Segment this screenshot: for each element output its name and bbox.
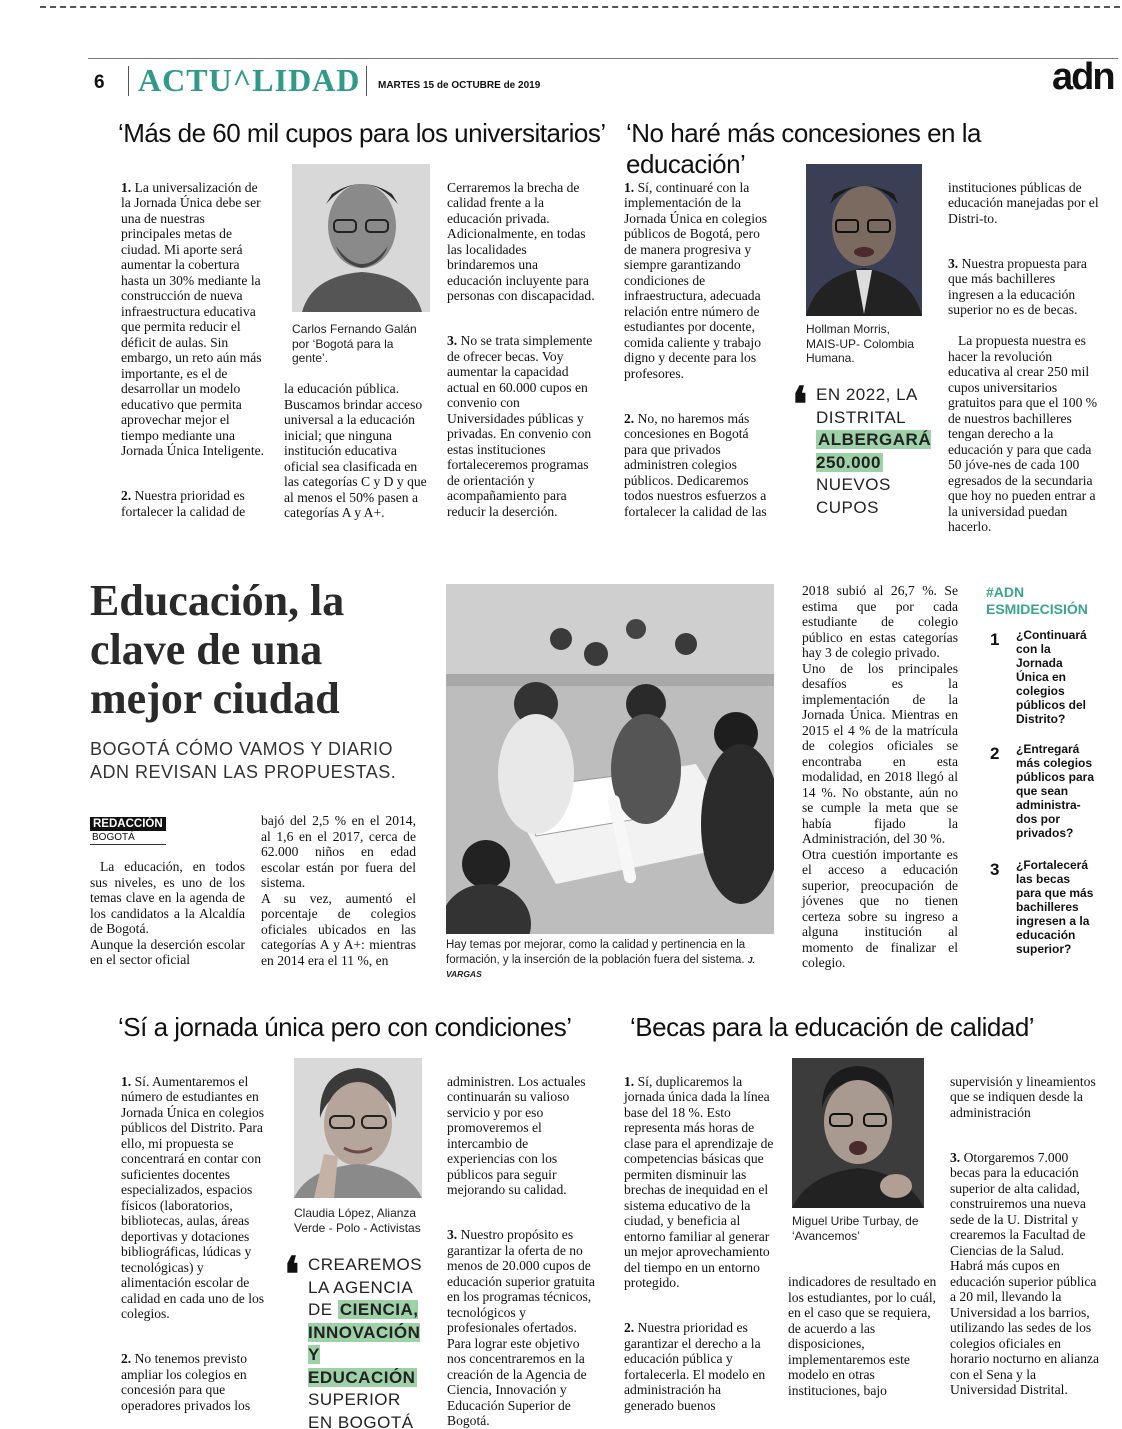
article3-answer2-end: administren. Los actuales continuarán su valioso servicio y por eso promoveremos el intercambio de experiencias con los públicos para seguir mejorando su calidad.: [447, 1073, 586, 1197]
article4-portrait: [792, 1058, 924, 1208]
pullquote-post: SUPERIOR EN BOGOTÁ: [308, 1390, 414, 1429]
portrait-woman-glasses-icon: [294, 1058, 422, 1198]
main-col2: bajó del 2,5 % en el 2014, al 1,6 en el 2017, cerca de 62.000 niños en edad escolar están por fuera del sistema. A su vez, aumentó el porcentaje de colegios oficiales ubicados en las categorías A y A+: mientras en 2014 era el 11 %, en: [261, 813, 416, 968]
article1-col2: la educación pública. Buscamos brindar acceso universal a la educación inicial; que ninguna institución educativa oficial sea clasificada en las categorías C y D y que al menos el 50% pasen a categorías A y A+.: [284, 381, 427, 520]
article2-col3: [948, 164, 1100, 564]
byline: [90, 817, 166, 845]
article1-answer2-start: 2. Nuestra prioridad es fortalecer la calidad de: [121, 488, 246, 519]
brand-logo: adn: [1052, 56, 1114, 98]
sidebar-item-number: 3: [990, 860, 1000, 879]
article3-answer2-start: 2. No tenemos previsto ampliar los colegios en concesión para que operadores privados los: [121, 1351, 251, 1413]
article4-headline: ‘Becas para la educación de calidad’: [630, 1012, 1035, 1042]
issue-date: MARTES 15 de OCTUBRE de 2019: [378, 80, 541, 91]
sidebar-item-1: [986, 626, 1098, 740]
pullquote-text: [816, 384, 934, 519]
article4-answer1: 1. Sí, duplicaremos la jornada única dada la línea base del 18 %. Esto representa más horas de clase para el aprendizaje de competencias básicas que permiten disminuir las brechas de inequidad en el sistema educativo de la ciudad, y beneficia al entorno familiar al generar un mejor aprovechamiento del tiempo en un entorno protegido.: [624, 1073, 774, 1290]
sidebar-item-2: [986, 740, 1098, 856]
article3-pullquote: [284, 1249, 428, 1429]
article1-answer3: 3. No se trata simplemente de ofrecer becas. Voy aumentar la capacidad actual en 60.000 cupos en convenio con Universidades públicas y privadas. En convenio con estas instituciones fortaleceremos programas de orientación y acompañamiento para reducir la deserción.: [447, 333, 593, 519]
main-subhead: BOGOTÁ CÓMO VAMOS Y DIARIO ADN REVISAN LAS PROPUESTAS.: [90, 739, 397, 782]
article1-caption: Carlos Fernando Galán por ‘Bogotá para la gente’.: [292, 322, 417, 365]
article2-answer3-cont: La propuesta nuestra es hacer la revolución educativa al crear 250 mil cupos universitarios gratuitos para que el 100 % de nuestros bachilleres tengan derecho a la educación y para que cada 50 jóve-nes de cada 100 egresados de la secundaria que hoy no pueden entrar a la universidad puedan hacerlo.: [948, 333, 1098, 534]
quote-mark-icon: ❛: [792, 379, 808, 432]
article4-answer3: 3. Otorgaremos 7.000 becas para la educación superior de alta calidad, construiremos una nueva sede de la U. Distrital y crearemos la Facultad de Ciencias de la Salud. Habrá más cupos en educación superior pública a 20 mil, llevando la Universidad a los barrios, utilizando las sedes de los colegios oficiales en horario nocturno en alianza con el Sena y la Universidad Distrital.: [950, 1149, 1100, 1397]
article4-col1: [624, 1058, 774, 1429]
pullquote-highlight: CIENCIA, INNOVACIÓN Y EDUCACIÓN: [308, 1300, 421, 1387]
top-dashed-rule: [40, 6, 1120, 8]
article2-answer1: 1. Sí, continuaré con la implementación de la Jornada Única en colegios públicos de Bogotá, pero de manera progresiva y siempre garantizando condiciones de infraestructura, adecuada relación entre número de estudiantes por docente, comida caliente y trabajo digno y decente para los profesores.: [624, 179, 768, 381]
sidebar-item-3: [986, 856, 1098, 966]
article1-answer2-end: Cerraremos la brecha de calidad frente a la educación privada. Adicionalmente, en todas las localidades brindaremos una educación incluyente para personas con discapacidad.: [447, 179, 595, 303]
portrait-man-speaking-icon: [792, 1058, 924, 1208]
article4-answer2-end: supervisión y lineamientos que se indiquen desde la administración: [950, 1073, 1096, 1120]
photo-caption: [446, 938, 776, 982]
portrait-man-glasses-icon: [292, 164, 430, 312]
pullquote-highlight: ALBERGARÁ 250.000: [816, 430, 932, 472]
article1-headline: ‘Más de 60 mil cupos para los universitarios’: [118, 118, 606, 148]
photo-credit: J. VARGAS: [446, 954, 755, 979]
sidebar-item-number: 2: [990, 744, 1000, 763]
main-headline: Educación, la clave de una mejor ciudad: [90, 576, 345, 723]
byline-label: REDACCIÓN: [90, 817, 166, 831]
article3-col3: [447, 1058, 597, 1429]
pullquote-text: [308, 1254, 428, 1429]
article3-answer3: 3. Nuestro propósito es garantizar la oferta de no menos de 20.000 cupos de educación superior gratuita en los programas técnicos, tecnológicos y profesionales ofertados. Para lograr este objetivo nos concentraremos en la creación de la Agencia de Ciencia, Innovación y Educación Superior de Bogotá.: [447, 1227, 595, 1428]
sidebar-title: #ADN ESMIDECISIÓN: [986, 584, 1088, 617]
sidebar-item-question: ¿Entregará más colegios públicos para que sean administra-dos por privados?: [1016, 742, 1095, 840]
article2-headline: ‘No haré más concesiones en la educación’: [626, 118, 981, 179]
article2-answer3: 3. Nuestra propuesta para que más bachilleres ingresen a la educación superior no es de becas.: [948, 255, 1087, 317]
article2-answer2-start: 2. No, no haremos más concesiones en Bogotá para que privados administren colegios públicos. Dedicaremos todos nuestros esfuerzos a fortalecer la calidad de las: [624, 410, 767, 519]
sidebar-item-question: ¿Fortalecerá las becas para que más bachilleres ingresen a la educación superior?: [1016, 858, 1094, 956]
article1-col3: [447, 164, 595, 549]
sidebar-item-question: ¿Continuará con la Jornada Única en colegios públicos del Distrito?: [1016, 628, 1087, 726]
masthead-divider: [128, 66, 129, 96]
page-number: 6: [94, 72, 105, 93]
pullquote-pre: EN 2022, LA DISTRITAL: [816, 385, 917, 427]
article2-answer2-end: instituciones públicas de educación manejadas por el Distri-to.: [948, 179, 1099, 226]
portrait-man-suit-icon: [806, 164, 922, 316]
sidebar-item-number: 1: [990, 630, 1000, 649]
classroom-photo: [446, 584, 774, 934]
decision-sidebar: [986, 584, 1098, 966]
quote-mark-icon: ❛: [284, 1249, 300, 1302]
byline-location: BOGOTÁ: [90, 831, 166, 845]
article3-portrait: [294, 1058, 422, 1198]
article4-answer2-start: 2. Nuestra prioridad es garantizar el derecho a la educación pública y fortalecerla. El modelo en administración ha generado buenos: [624, 1320, 766, 1413]
main-col3: 2018 subió al 26,7 %. Se estima que por cada estudiante de colegio público en estas categorías hay 3 de colegio privado. Uno de los principales desafíos es la implementación de la Jornada Única. Mientras en 2015 el 4 % de la matrícula de colegios oficiales se encontraba en esta modalidad, en 2018 llegó al 14 %. No obstante, aún no se cumple la meta que se había fijado la Administración, del 30 %. Otra cuestión importante es el acceso a educación superior, preocupación de jóvenes que no tienen certeza sobre su ingreso a alguna institución al momento de finalizar el colegio.: [802, 583, 958, 970]
main-col1: La educación, en todos sus niveles, es uno de los temas clave en la agenda de los candidatos a la Alcaldía de Bogotá. Aunque la deserción escolar en el sector oficial: [90, 859, 245, 967]
section-name: ACTU^LIDAD: [138, 62, 361, 98]
article3-col1: [121, 1058, 271, 1429]
article2-caption: Hollman Morris, MAIS-UP- Colombia Humana.: [806, 322, 915, 365]
pullquote-pre: CREAREMOS LA AGENCIA DE: [308, 1255, 423, 1319]
article4-col3: [950, 1058, 1100, 1427]
article2-portrait: [806, 164, 922, 316]
article2-pullquote: [792, 379, 932, 519]
article1-portrait: [292, 164, 430, 312]
article3-answer1: 1. Sí. Aumentaremos el número de estudiantes en Jornada Única en colegios públicos del Distrito. Para ello, mi propuesta se concentrará en contar con suficientes docentes especializados, espacios físicos (laboratorios, bibliotecas, aulas, áreas deportivas y dotaciones bibliográficas, lúdicas y tecnológicas) y alimentación escolar de calidad en cada uno de los colegios.: [121, 1073, 265, 1321]
photo-caption-text: Hay temas por mejorar, como la calidad y pertinencia en la formación, y la inserción de la población fuera del sistema.: [446, 939, 746, 966]
masthead-rule: [88, 58, 1118, 59]
pullquote-post: NUEVOS CUPOS: [816, 475, 891, 517]
article1-answer1: 1. La universalización de la Jornada Única debe ser una de nuestras principales metas de ciudad. Mi aporte será aumentar la cobertura hasta un 30% mediante la construcción de nueva infraestructura educativa que permita reducir el déficit de aulas. Sin embargo, un reto aún más importante, es el de desarrollar un modelo educativo que permita aprovechar mejor el tiempo mediante una Jornada Única Inteligente.: [121, 179, 265, 458]
article3-headline: ‘Sí a jornada única pero con condiciones’: [118, 1012, 572, 1042]
article4-col2: indicadores de resultado en los estudiantes, por lo cuál, en el caso que se requiera, de acuerdo a las disposiciones, implementaremos este modelo en otras instituciones, bajo: [788, 1274, 937, 1398]
article2-col1: [624, 164, 774, 549]
article3-caption: Claudia López, Alianza Verde - Polo - Activistas: [294, 1206, 421, 1235]
article4-caption: Miguel Uribe Turbay, de ‘Avancemos’: [792, 1214, 919, 1243]
masthead-divider-2: [366, 66, 367, 96]
masthead: [88, 58, 1118, 98]
classroom-students-icon: [446, 584, 774, 934]
article1-col1: [121, 164, 266, 549]
